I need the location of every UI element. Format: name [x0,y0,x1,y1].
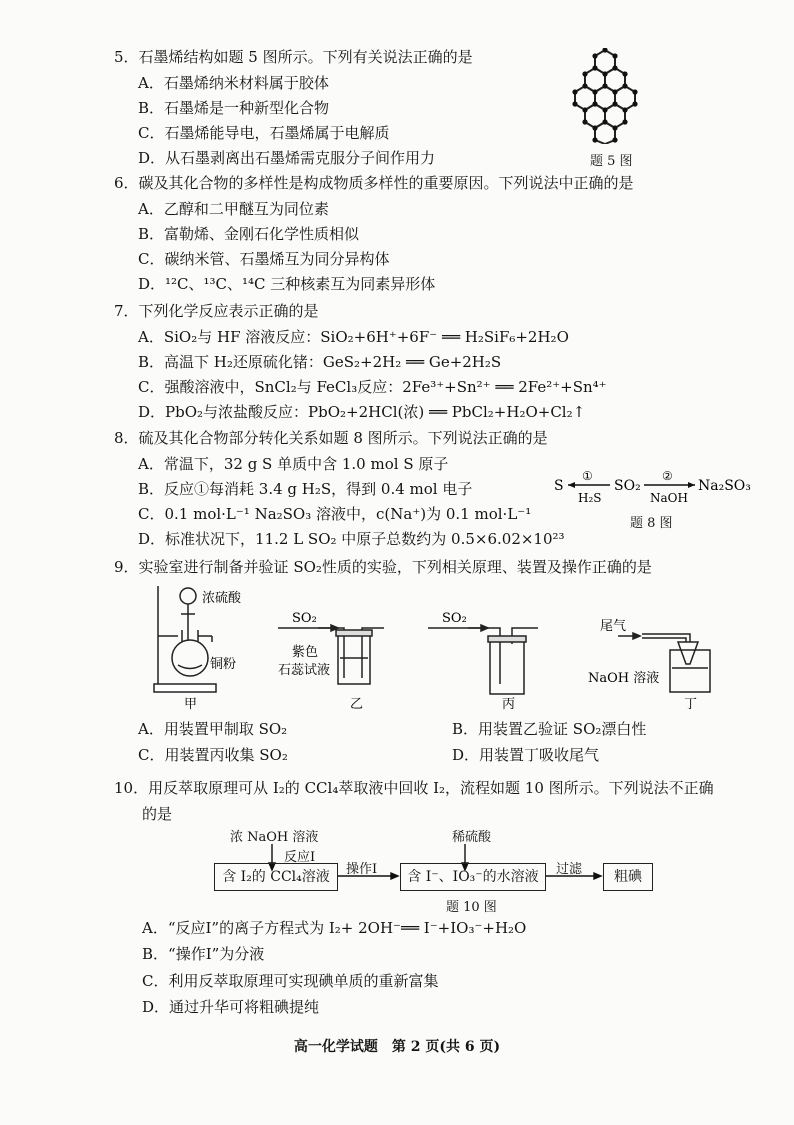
graphene-figure [565,48,645,144]
q10-box-crude-iodine: 粗碘 [603,863,653,891]
q5-figure-caption: 题 5 图 [590,154,633,169]
q8-species-s: S [554,478,564,494]
q10-option-b: B．“操作I”为分液 [142,945,265,963]
q9-yi-label-1: 紫色 [292,645,319,660]
q8-step-1: ① [582,469,593,483]
q9-bing-gas: SO₂ [442,611,467,626]
q10-option-d: D．通过升华可将粗碘提纯 [142,998,320,1016]
q9-option-c: C．用装置丙收集 SO₂ [138,746,288,764]
q10-stem: 10．用反萃取原理可从 I₂的 CCl₄萃取液中回收 I₂，流程如题 10 图所示。下列说法不正确 [114,779,714,797]
q10-reaction-1: 反应I [284,850,316,865]
q9-apparatus-figure [148,580,748,710]
q5-stem: 5．石墨烯结构如题 5 图所示。下列有关说法正确的是 [114,48,473,66]
q10-figure-caption: 题 10 图 [446,900,497,915]
q8-conversion-diagram [552,466,752,512]
q10-stem-continued: 的是 [142,805,173,823]
q7-stem: 7．下列化学反应表示正确的是 [114,302,319,320]
q8-species-na2so3: Na₂SO₃ [698,478,751,494]
q8-option-c: C．0.1 mol·L⁻¹ Na₂SO₃ 溶液中，c(Na⁺)为 0.1 mol·L⁻¹ [138,505,532,523]
q7-option-a: A．SiO₂与 HF 溶液反应：SiO₂+6H⁺+6F⁻ ══ H₂SiF₆+2H₂O [138,328,569,346]
q8-option-a: A．常温下，32 g S 单质中含 1.0 mol S 原子 [138,455,449,473]
q10-reagent-naoh: 浓 NaOH 溶液 [230,830,319,845]
q8-stem: 8．硫及其化合物部分转化关系如题 8 图所示。下列说法正确的是 [114,429,548,447]
page-footer: 高一化学试题 第 2 页(共 6 页) [293,1039,501,1055]
q9-option-d: D．用装置丁吸收尾气 [452,746,600,764]
q7-option-c: C．强酸溶液中，SnCl₂与 FeCl₃反应：2Fe³⁺+Sn²⁺ ══ 2Fe²⁺+Sn⁴⁺ [138,378,607,396]
q10-operation-1: 操作I [346,862,378,877]
q9-jia-label-copper: 铜粉 [210,657,237,672]
q7-option-d: D．PbO₂与浓盐酸反应：PbO₂+2HCl(浓) ══ PbCl₂+H₂O+Cl₂↑ [138,403,586,421]
q9-yi-name: 乙 [350,697,364,710]
q9-ding-name: 丁 [684,697,698,710]
q9-stem: 9．实验室进行制备并验证 SO₂性质的实验，下列相关原理、装置及操作正确的是 [114,558,652,576]
q9-yi-label-2: 石蕊试液 [278,663,331,678]
q8-reagent-h2s: H₂S [578,491,602,505]
q5-option-d: D．从石墨剥离出石墨烯需克服分子间作用力 [138,149,436,167]
q5-option-b: B．石墨烯是一种新型化合物 [138,99,330,117]
q5-option-c: C．石墨烯能导电，石墨烯属于电解质 [138,124,390,142]
q10-box-aqueous: 含 I⁻、IO₃⁻的水溶液 [400,863,546,891]
q9-ding-gas: 尾气 [600,619,627,634]
q8-option-d: D．标准状况下，11.2 L SO₂ 中原子总数约为 0.5×6.02×10²³ [138,530,565,548]
q6-option-a: A．乙醇和二甲醚互为同位素 [138,200,329,218]
q6-option-b: B．富勒烯、金刚石化学性质相似 [138,225,360,243]
q6-stem: 6．碳及其化合物的多样性是构成物质多样性的重要原因。下列说法中正确的是 [114,174,634,192]
q7-option-b: B．高温下 H₂还原硫化锗：GeS₂+2H₂ ══ Ge+2H₂S [138,353,502,371]
q9-option-b: B．用装置乙验证 SO₂漂白性 [452,720,647,738]
q9-yi-gas: SO₂ [292,611,317,626]
q5-option-a: A．石墨烯纳米材料属于胶体 [138,74,329,92]
q6-option-c: C．碳纳米管、石墨烯互为同分异构体 [138,250,390,268]
q10-operation-filter: 过滤 [556,862,583,877]
q10-option-c: C．利用反萃取原理可实现碘单质的重新富集 [142,972,439,990]
q10-option-a: A．“反应I”的离子方程式为 I₂+ 2OH⁻══ I⁻+IO₃⁻+H₂O [142,919,527,937]
q10-box-iodine-ccl4: 含 I₂的 CCl₄溶液 [214,863,338,891]
q8-figure-caption: 题 8 图 [630,516,673,531]
q9-jia-label-acid: 浓硫酸 [202,591,242,606]
q8-reagent-naoh: NaOH [650,491,688,505]
q10-reagent-acid: 稀硫酸 [452,830,492,845]
q6-option-d: D．¹²C、¹³C、¹⁴C 三种核素互为同素异形体 [138,275,436,293]
q9-bing-name: 丙 [502,697,516,710]
q8-species-so2: SO₂ [614,478,641,494]
q9-jia-name: 甲 [184,697,198,710]
q9-ding-label: NaOH 溶液 [588,671,660,686]
q9-option-a: A．用装置甲制取 SO₂ [138,720,288,738]
q8-option-b: B．反应①每消耗 3.4 g H₂S，得到 0.4 mol 电子 [138,480,473,498]
q8-step-2: ② [662,469,673,483]
